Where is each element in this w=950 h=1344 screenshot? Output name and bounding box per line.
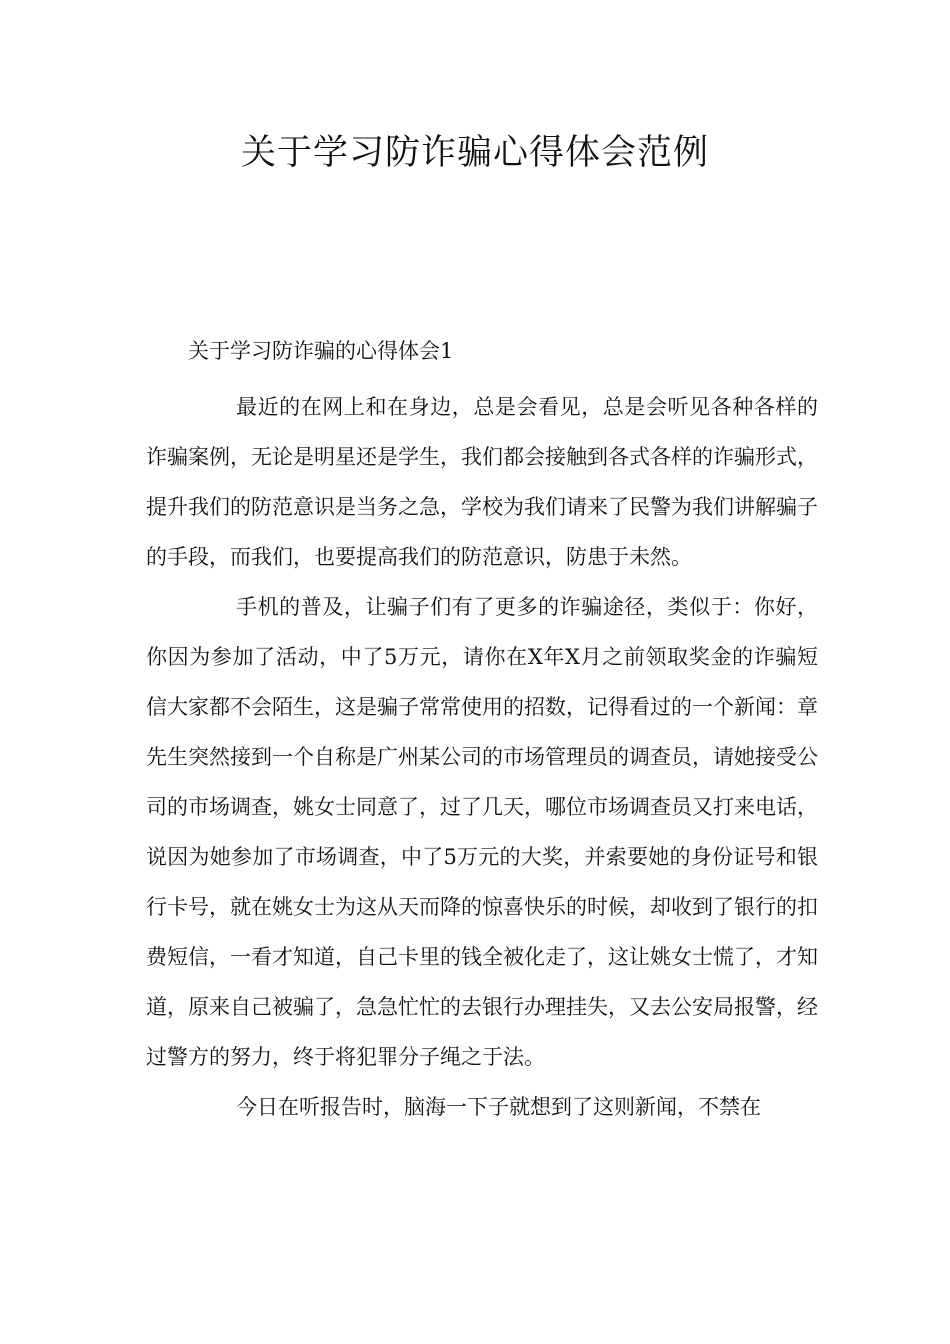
paragraph-3: 今日在听报告时，脑海一下子就想到了这则新闻，不禁在	[236, 1095, 761, 1119]
document-body	[146, 382, 818, 1132]
section-heading: 关于学习防诈骗的心得体会1	[188, 339, 454, 363]
document-title: 关于学习防诈骗心得体会范例	[240, 133, 709, 173]
paragraph-1: 最近的在网上和在身边，总是会看见，总是会听见各种各样的诈骗案例，无论是明星还是学生，我们都会接触到各式各样的诈骗形式，提升我们的防范意识是当务之急，学校为我们请来了民警为我们讲解骗子的手段，而我们，也要提高我们的防范意识，防患于未然。	[146, 395, 818, 569]
paragraph-2: 手机的普及，让骗子们有了更多的诈骗途径，类似于：你好，你因为参加了活动，中了5万元，请你在X年X月之前领取奖金的诈骗短信大家都不会陌生，这是骗子常常使用的招数，记得看过的一个新闻：章先生突然接到一个自称是广州某公司的市场管理员的调查员，请她接受公司的市场调查，姚女士同意了，过了几天，哪位市场调查员又打来电话，说因为她参加了市场调查，中了5万元的大奖，并索要她的身份证号和银行卡号，就在姚女士为这从天而降的惊喜快乐的时候，却收到了银行的扣费短信，一看才知道，自己卡里的钱全被化走了，这让姚女士慌了，才知道，原来自己被骗了，急急忙忙的去银行办理挂失，又去公安局报警，经过警方的努力，终于将犯罪分子绳之于法。	[146, 595, 818, 1069]
